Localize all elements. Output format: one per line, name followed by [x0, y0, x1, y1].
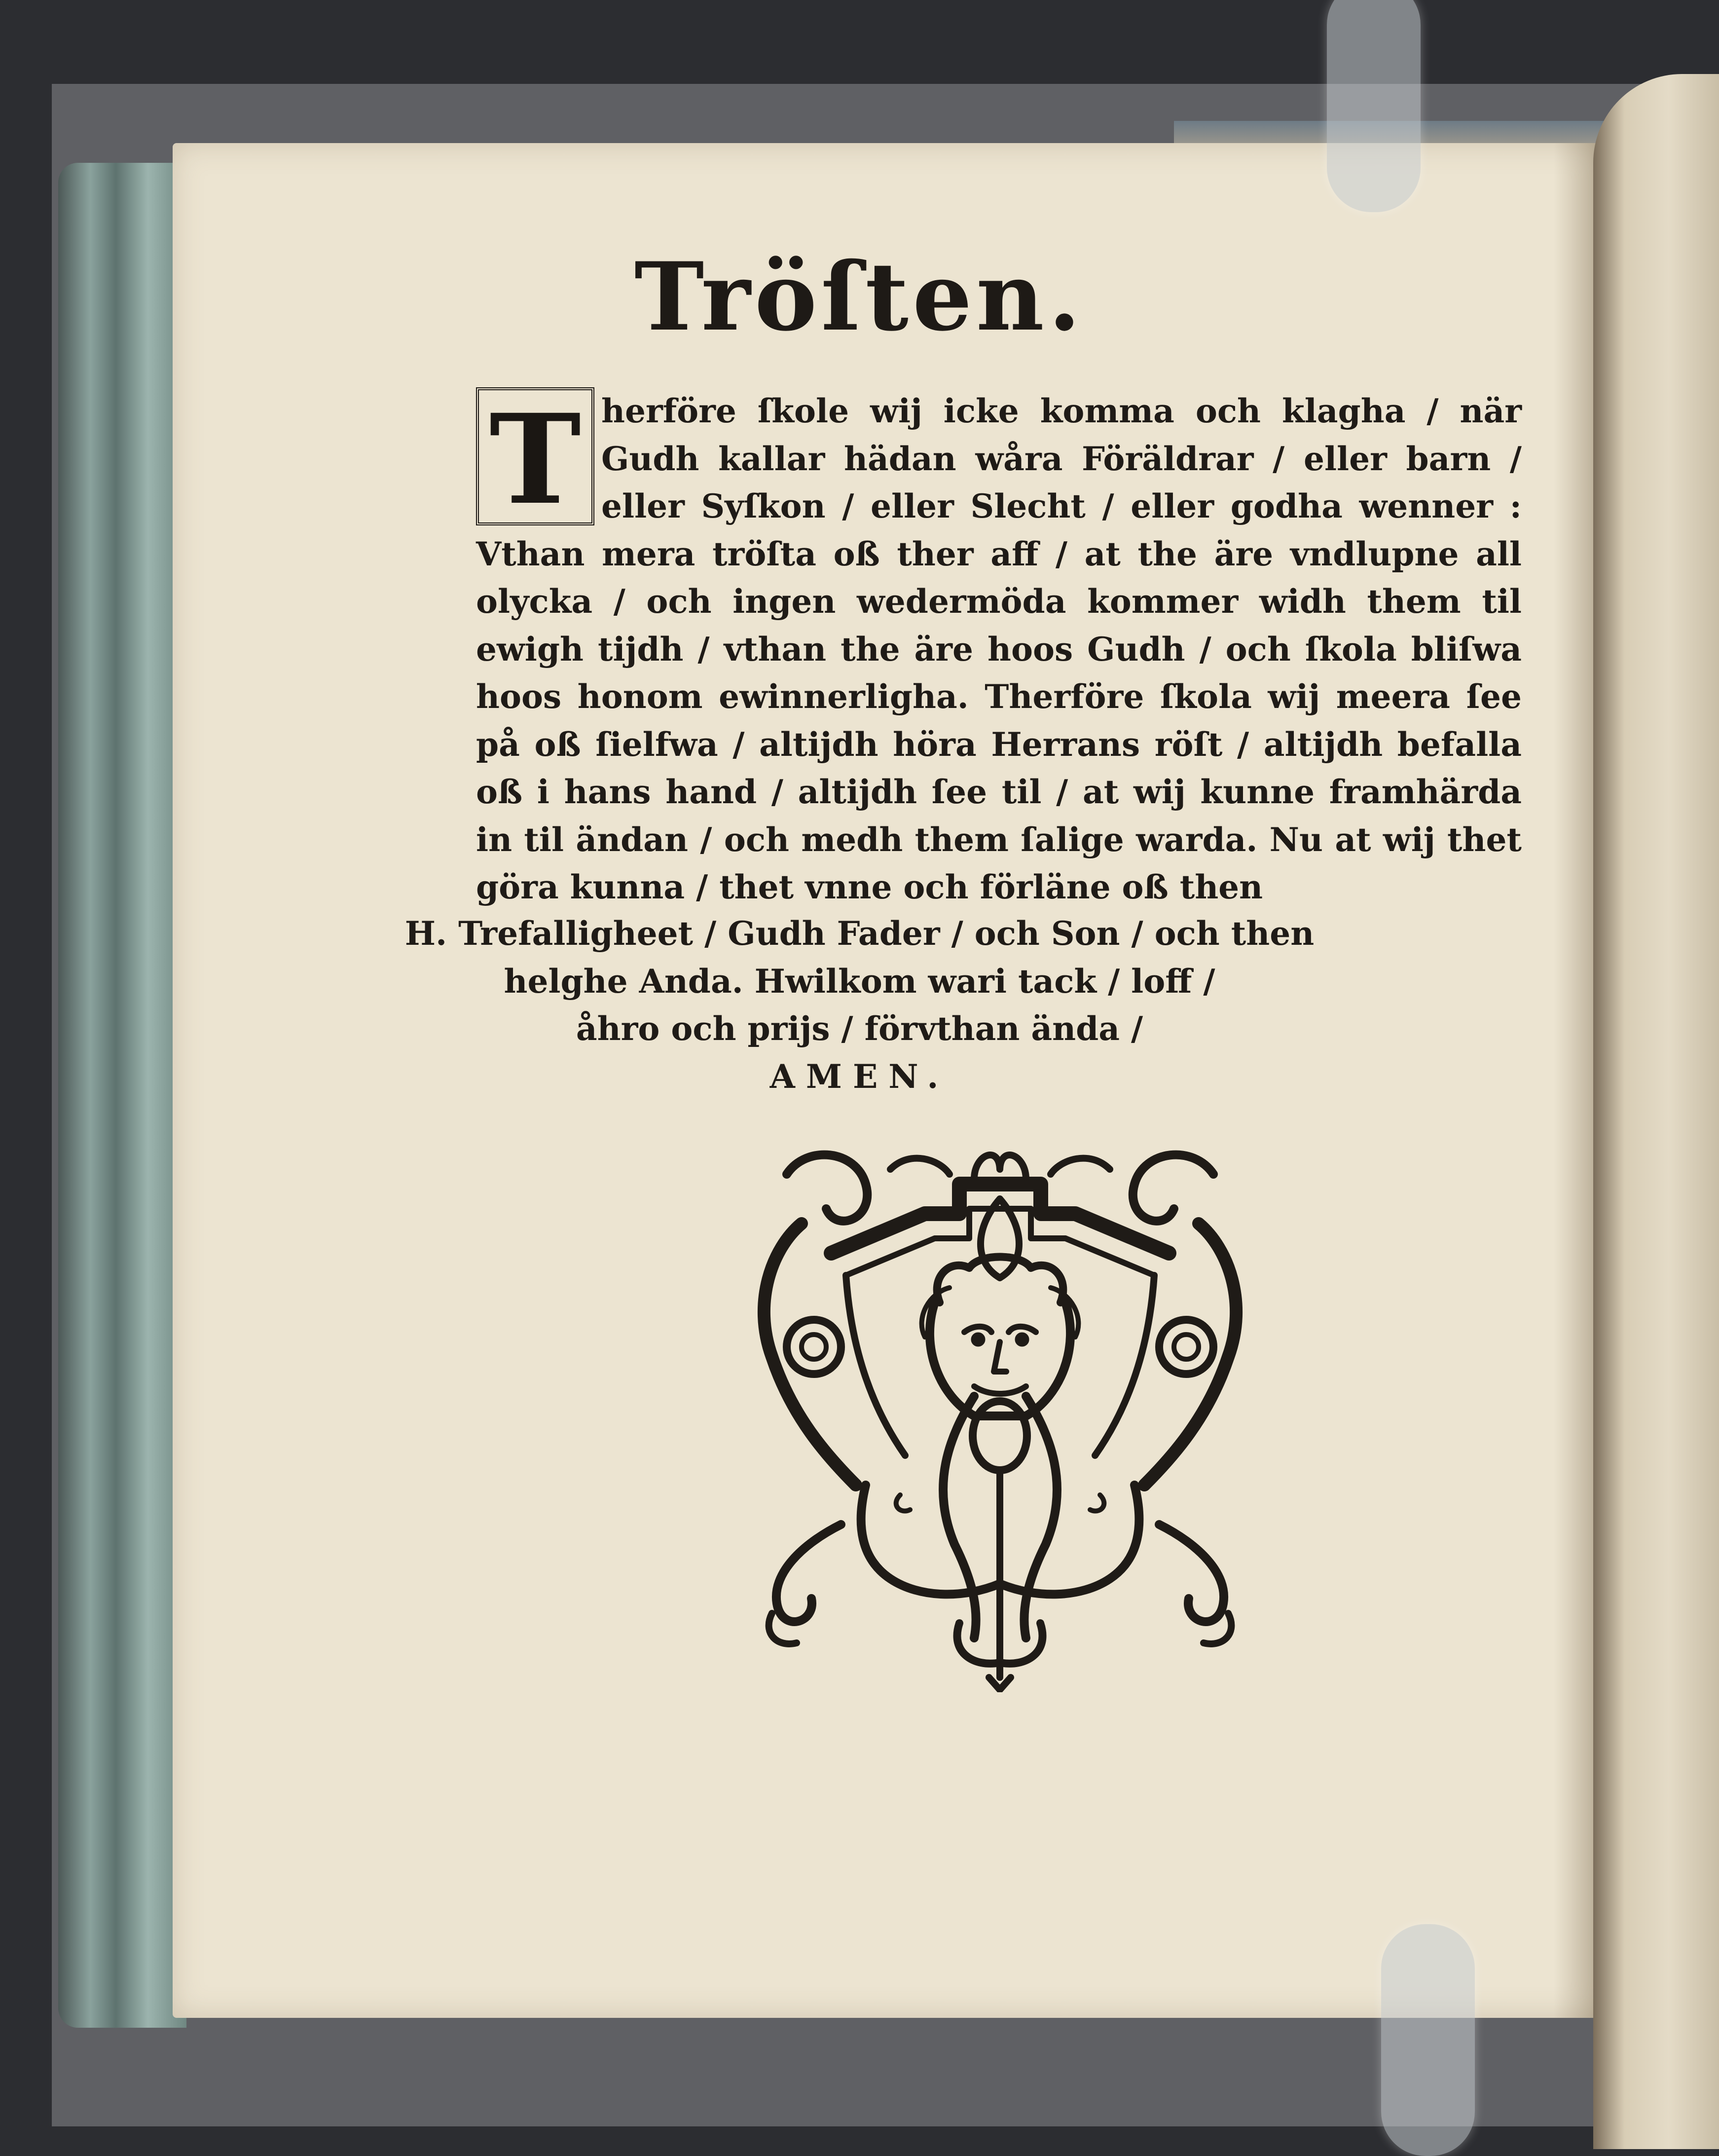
page-clip-bottom	[1381, 1924, 1475, 2156]
closing-line-1: H. Trefalligheet / Gudh Fader / och Son / och then	[404, 914, 1315, 953]
main-paragraph	[476, 387, 1522, 911]
woodcut-mask-ornament	[742, 1140, 1258, 1692]
paragraph-text: herföre ſkole wij icke komma och klagha / när Gudh kallar hädan wåra Föräldrar / eller barn / eller Syſkon / eller Slecht / eller godha wenner : Vthan mera tröſta oß ther aff / at the äre vndlupne all olycka / och ingen wedermöda kommer widh them til ewigh tijdh / vthan the äre hoos Gudh / och ſkola bliſwa hoos honom ewinnerligha. Therföre ſkola wij meera ſee på oß ſielfwa / altijdh höra Herrans röſt / altijdh befalla oß i hans hand / altijdh ſee til / at wij kunne framhärda in til ändan / och medh them ſalige warda. Nu at wij thet göra kunna / thet vnne och förläne oß then	[476, 392, 1522, 906]
facing-page-curl	[1593, 74, 1719, 2149]
closing-line-2: helghe Anda. Hwilkom wari tack / loff /	[504, 962, 1215, 1001]
page-title: Tröſten.	[634, 242, 1085, 352]
closing-lines	[0, 910, 1719, 1100]
amen-line: AMEN.	[769, 1057, 950, 1096]
decorated-initial: T	[476, 387, 594, 525]
page-clip-top	[1327, 0, 1421, 212]
closing-line-3: åhro och prijs / förvthan ända /	[576, 1009, 1143, 1048]
